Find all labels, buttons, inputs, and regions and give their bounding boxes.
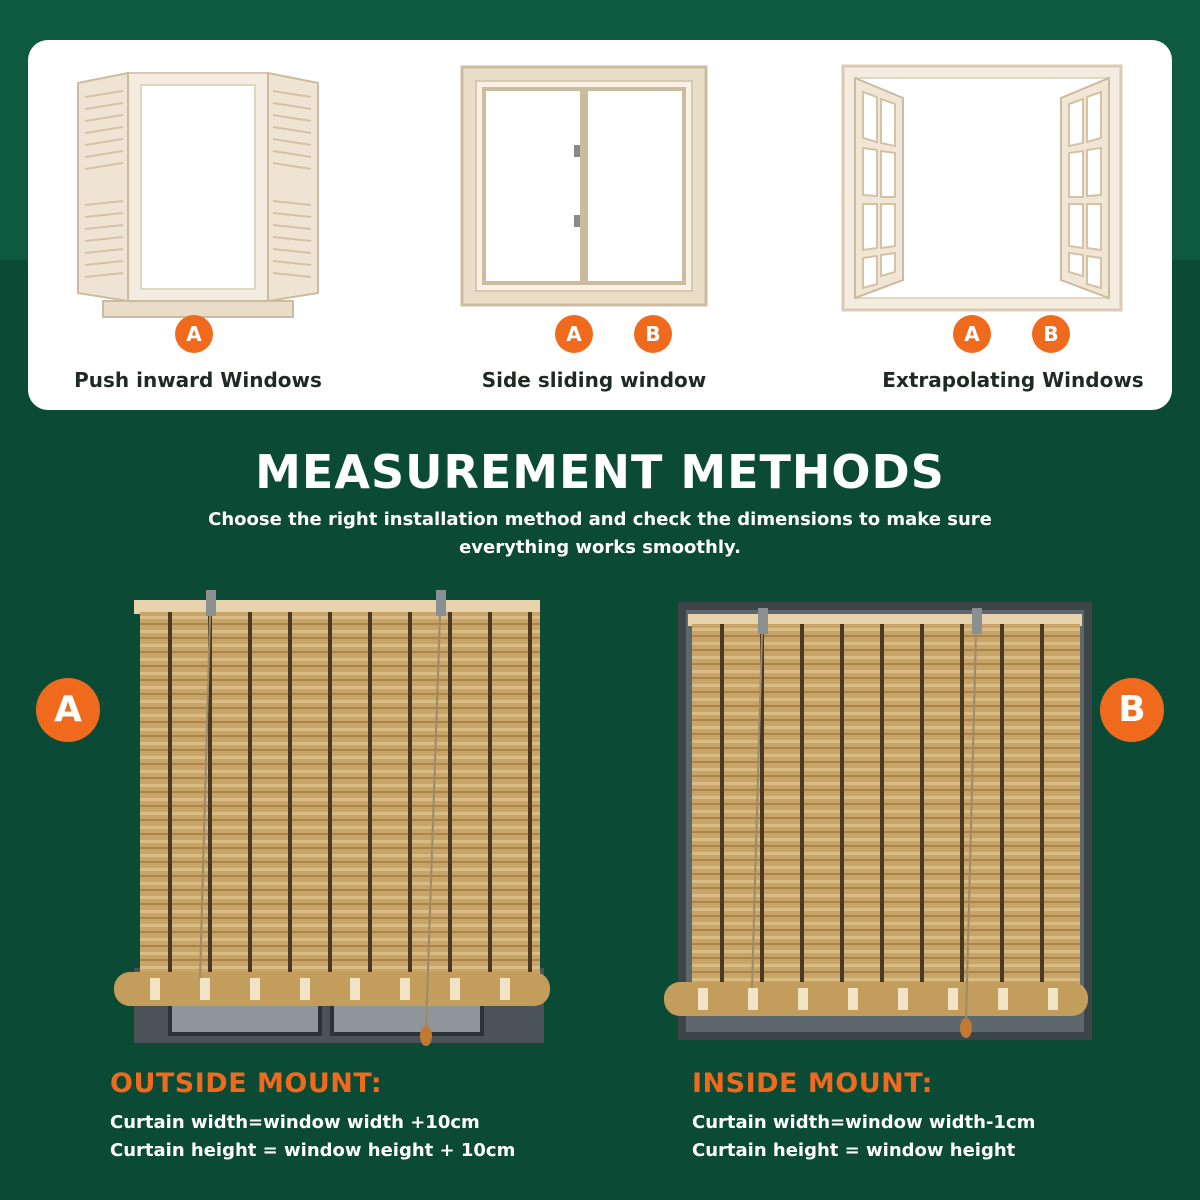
shutter-window-icon [73, 65, 323, 325]
mount-line: Curtain width=window width +10cm [110, 1112, 480, 1133]
window-types-card [28, 40, 1172, 410]
badge-b: B [634, 315, 672, 353]
badge-b: B [1032, 315, 1070, 353]
badge-b: B [1100, 678, 1164, 742]
window-type-side-sliding [408, 40, 788, 410]
mount-line: Curtain height = window height + 10cm [110, 1140, 516, 1161]
bamboo-blind-image [662, 600, 1098, 1040]
badge-a: A [175, 315, 213, 353]
mount-title: OUTSIDE MOUNT: [110, 1068, 383, 1099]
mount-line: Curtain height = window height [692, 1140, 1016, 1161]
window-type-push-inward [28, 40, 408, 410]
window-type-label: Extrapolating Windows [882, 368, 1144, 392]
window-type-label: Push inward Windows [74, 368, 322, 392]
badge-a: A [555, 315, 593, 353]
page-title: MEASUREMENT METHODS [255, 445, 945, 499]
mount-line: Curtain width=window width-1cm [692, 1112, 1036, 1133]
bamboo-blind-image [110, 588, 560, 1048]
window-type-extrapolating [808, 40, 1188, 410]
badge-a: A [953, 315, 991, 353]
window-type-label: Side sliding window [481, 368, 707, 392]
sliding-window-icon [460, 65, 710, 310]
mount-title: INSIDE MOUNT: [692, 1068, 933, 1099]
page-subtitle: Choose the right installation method and check the dimensions to make sure everything works smoothly. [208, 509, 992, 558]
badge-a: A [36, 678, 100, 742]
casement-window-icon [841, 62, 1123, 312]
